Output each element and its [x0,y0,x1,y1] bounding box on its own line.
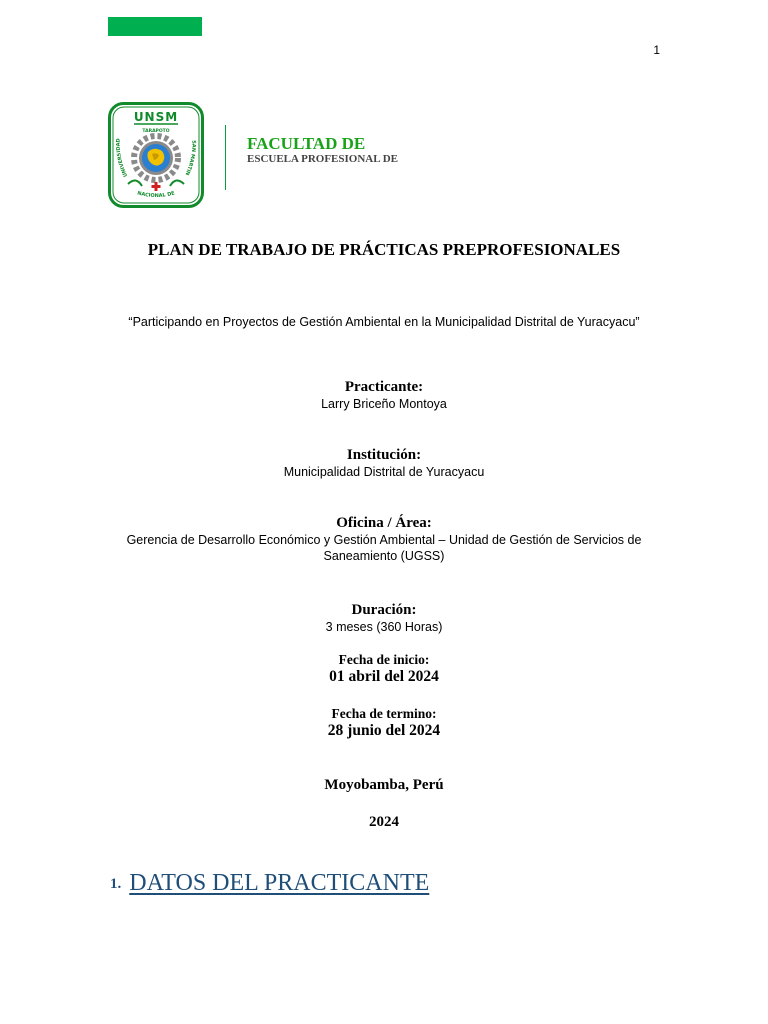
fecha-inicio-value: 01 abril del 2024 [329,668,439,685]
year: 2024 [369,814,399,830]
oficina-block [108,515,660,564]
document-title: PLAN DE TRABAJO DE PRÁCTICAS PREPROFESIONALES [147,240,621,259]
fecha-termino-value: 28 junio del 2024 [327,722,441,739]
section-title: DATOS DEL PRACTICANTE [129,870,430,896]
fecha-inicio-label: Fecha de inicio: [338,652,430,667]
faculty-name: FACULTAD DE [247,134,366,153]
fecha-termino-label: Fecha de termino: [331,706,437,721]
place: Moyobamba, Perú [324,777,444,793]
logo-emblem-letters: UNSM [133,110,179,124]
practicante-label: Practicante: [344,379,424,395]
page-number: 1 [653,43,660,57]
oficina-value: Gerencia de Desarrollo Económico y Gestión Ambiental – Unidad de Gestión de Servicios de Saneamiento (UGSS) [126,533,642,563]
fecha-inicio-block [108,652,660,686]
duracion-block [108,602,660,635]
institucion-block [108,447,660,480]
institucion-value: Municipalidad Distrital de Yuracyacu [283,465,485,479]
duracion-value: 3 meses (360 Horas) [325,620,443,634]
university-logo [108,102,204,208]
section-number: 1. [110,876,122,892]
section-heading [110,870,429,897]
svg-text:SAN MARTIN: SAN MARTIN [183,140,197,177]
header-divider [225,125,226,190]
institucion-label: Institución: [346,447,422,463]
fecha-termino-block [108,706,660,740]
duracion-label: Duración: [351,602,417,618]
header-green-bar [108,17,202,36]
practicante-block [108,379,660,412]
oficina-label: Oficina / Área: [336,515,432,531]
practicante-value: Larry Briceño Montoya [321,397,447,411]
logo-top-text: TARAPOTO [142,129,170,134]
project-title: “Participando en Proyectos de Gestión Ambiental en la Municipalidad Distrital de Yuracyacu” [128,315,640,329]
school-name: ESCUELA PROFESIONAL DE [247,153,398,165]
svg-text:NACIONAL DE: NACIONAL DE [136,190,176,200]
svg-text:UNIVERSIDAD: UNIVERSIDAD [115,138,130,178]
